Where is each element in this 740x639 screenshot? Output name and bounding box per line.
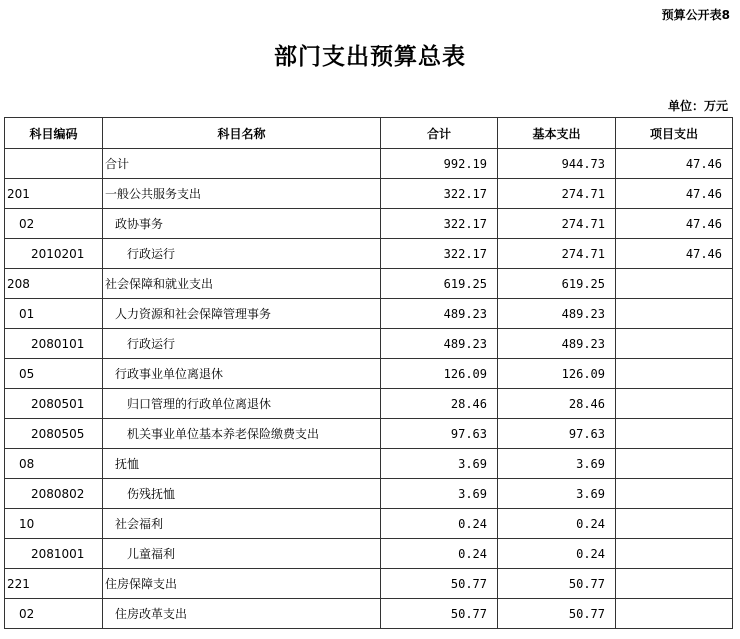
cell-project [616,479,733,509]
table-row [5,269,733,299]
cell-name: 社会福利 [103,509,381,539]
cell-total: 489.23 [381,299,498,329]
table-row [5,509,733,539]
cell-project [616,389,733,419]
table-body [5,149,733,629]
cell-project: 47.46 [616,209,733,239]
cell-total: 3.69 [381,479,498,509]
table-row [5,329,733,359]
cell-total: 0.24 [381,509,498,539]
cell-project [616,299,733,329]
table-row [5,389,733,419]
cell-name: 归口管理的行政单位离退休 [103,389,381,419]
cell-code: 05 [5,359,103,389]
page-title: 部门支出预算总表 [274,43,466,70]
cell-name: 行政事业单位离退休 [103,359,381,389]
table-row [5,239,733,269]
cell-basic: 274.71 [498,239,616,269]
table-row [5,179,733,209]
cell-basic: 274.71 [498,179,616,209]
cell-basic: 3.69 [498,479,616,509]
cell-basic: 50.77 [498,599,616,629]
header-code: 科目编码 [5,118,103,149]
cell-basic: 126.09 [498,359,616,389]
cell-code: 208 [5,269,103,299]
cell-code: 10 [5,509,103,539]
table-row [5,479,733,509]
cell-total: 992.19 [381,149,498,179]
cell-project [616,449,733,479]
cell-basic: 28.46 [498,389,616,419]
cell-name: 人力资源和社会保障管理事务 [103,299,381,329]
cell-code: 02 [5,599,103,629]
cell-project [616,509,733,539]
cell-code: 2081001 [5,539,103,569]
cell-total: 97.63 [381,419,498,449]
cell-total: 28.46 [381,389,498,419]
cell-name: 合计 [103,149,381,179]
cell-code: 2080505 [5,419,103,449]
cell-project [616,569,733,599]
table-header-row [5,118,733,149]
header-name: 科目名称 [103,118,381,149]
cell-name: 机关事业单位基本养老保险缴费支出 [103,419,381,449]
cell-basic: 3.69 [498,449,616,479]
cell-name: 行政运行 [103,239,381,269]
cell-total: 50.77 [381,599,498,629]
cell-name: 住房改革支出 [103,599,381,629]
table-row [5,599,733,629]
cell-total: 50.77 [381,569,498,599]
table-row [5,569,733,599]
cell-total: 3.69 [381,449,498,479]
cell-basic: 97.63 [498,419,616,449]
cell-code: 201 [5,179,103,209]
table-row [5,209,733,239]
cell-basic: 274.71 [498,209,616,239]
cell-basic: 0.24 [498,509,616,539]
budget-table [4,117,733,629]
cell-project [616,539,733,569]
cell-name: 社会保障和就业支出 [103,269,381,299]
cell-project [616,419,733,449]
cell-basic: 619.25 [498,269,616,299]
cell-basic: 0.24 [498,539,616,569]
cell-basic: 50.77 [498,569,616,599]
cell-project [616,359,733,389]
form-number: 预算公开表8 [661,8,730,22]
cell-name: 政协事务 [103,209,381,239]
cell-code: 08 [5,449,103,479]
cell-code: 2080101 [5,329,103,359]
cell-project: 47.46 [616,239,733,269]
unit-label: 单位：万元 [667,99,728,113]
cell-code: 221 [5,569,103,599]
cell-name: 行政运行 [103,329,381,359]
cell-name: 一般公共服务支出 [103,179,381,209]
cell-name: 抚恤 [103,449,381,479]
table-row [5,149,733,179]
cell-total: 489.23 [381,329,498,359]
cell-basic: 489.23 [498,329,616,359]
cell-code: 01 [5,299,103,329]
cell-basic: 489.23 [498,299,616,329]
header-project: 项目支出 [616,118,733,149]
table-row [5,359,733,389]
cell-name: 儿童福利 [103,539,381,569]
cell-total: 0.24 [381,539,498,569]
header-total: 合计 [381,118,498,149]
cell-project [616,329,733,359]
cell-project: 47.46 [616,179,733,209]
cell-code: 2080501 [5,389,103,419]
table-row [5,449,733,479]
table-row [5,299,733,329]
cell-code: 02 [5,209,103,239]
cell-total: 619.25 [381,269,498,299]
cell-name: 住房保障支出 [103,569,381,599]
cell-code: 2080802 [5,479,103,509]
cell-project: 47.46 [616,149,733,179]
cell-total: 322.17 [381,239,498,269]
header-basic: 基本支出 [498,118,616,149]
cell-code: 2010201 [5,239,103,269]
cell-total: 322.17 [381,179,498,209]
cell-total: 322.17 [381,209,498,239]
cell-name: 伤残抚恤 [103,479,381,509]
table-row [5,419,733,449]
cell-code [5,149,103,179]
table-row [5,539,733,569]
cell-project [616,269,733,299]
cell-total: 126.09 [381,359,498,389]
cell-basic: 944.73 [498,149,616,179]
cell-project [616,599,733,629]
